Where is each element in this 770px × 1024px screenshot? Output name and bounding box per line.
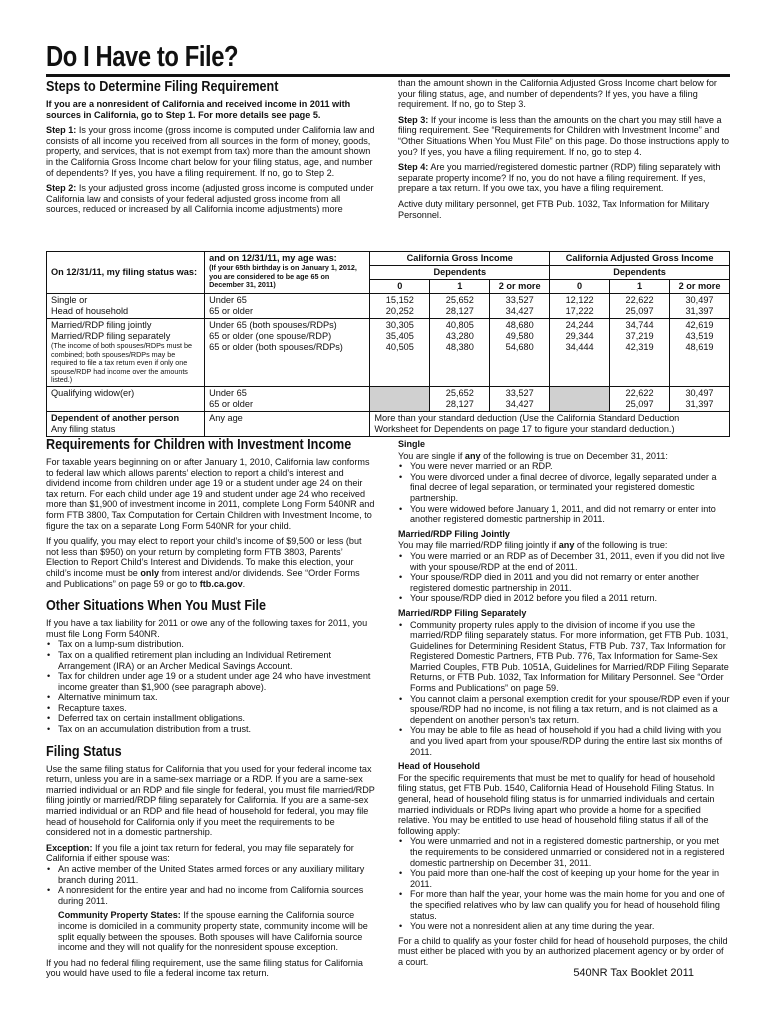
step-4-label: Step 4: xyxy=(398,162,429,173)
text: You may file married/RDP filing jointly if xyxy=(398,540,559,551)
value: 25,652 xyxy=(445,295,474,305)
value-cell xyxy=(670,294,730,319)
dep-col: 0 xyxy=(370,280,430,294)
header-dependents-gross: Dependents xyxy=(370,266,550,280)
dep-col: 1 xyxy=(610,280,670,294)
value-cell xyxy=(490,294,550,319)
list-item: • Tax on a lump-sum distribution. xyxy=(58,639,376,650)
other-p1: If you have a tax liability for 2011 or owe any of the following taxes for 2011, you must file Long Form 540NR. xyxy=(46,618,368,639)
status-cell: Qualifying widow(er) xyxy=(47,386,205,411)
step-3-text: If your income is less than the amounts on the chart you may still have a filing requirement. See “Requirements for Children with Investment Income” and “Other Situations When You Must File” on this page. Do those instructions apply to you? If yes, you have a filing requirement. If no, go to step 4. xyxy=(398,114,730,157)
single-intro xyxy=(398,451,730,462)
value-cell xyxy=(430,319,490,387)
age-text: Under 65 xyxy=(209,387,247,398)
single-heading: Single xyxy=(398,439,426,449)
value: 30,497 xyxy=(685,295,714,305)
value: 34,427 xyxy=(505,398,534,409)
children-p1: For taxable years beginning on or after January 1, 2010, California law conforms to federal law which allows parents’ election to report a child’s interest and dividend income from children under age 19 or a student under age 24 on their tax return. For each child under age 19 and student under age 24 who received more than $1,900 of investment income in 2011, complete Long Form 540NR and form FTB 3800, Tax Computation for Certain Children with Investment Income, to figure the tax on a separate Long Form 540NR for your child. xyxy=(46,457,375,531)
value: 33,527 xyxy=(505,295,534,305)
step-4 xyxy=(398,162,730,194)
age-text: Under 65 xyxy=(209,295,247,305)
mfs-heading: Married/RDP Filing Separately xyxy=(398,607,527,618)
status-cell xyxy=(47,411,205,436)
dep-col: 0 xyxy=(550,280,610,294)
list-item: • Recapture taxes. xyxy=(58,703,376,714)
list-item: • A nonresident for the entire year and had no income from California sources during 2011. xyxy=(58,885,376,906)
steps-section-right xyxy=(398,78,730,225)
table-row-married xyxy=(47,319,730,387)
status-text: Married/RDP filing jointly xyxy=(51,320,152,330)
list-item: • You were widowed before January 1, 2011, and did not remarry or enter into another registered domestic partnership in 2011. xyxy=(410,504,730,525)
steps-intro: If you are a nonresident of California and received income in 2011 with sources in California, go to Step 1. For more details see page 5. xyxy=(46,99,351,120)
cps-text: If the spouse earning the California source income is domiciled in a community property state, community income will be split equally between the spouses. Both spouses will have California source income and they will not qualify for the nonresident spouse exception. xyxy=(58,910,368,953)
value-cell xyxy=(370,294,430,319)
shaded-cell xyxy=(370,386,430,411)
header-age-note: (If your 65th birthday is on January 1, 2012, you are considered to be age 65 on December 31, 2011) xyxy=(209,263,357,290)
ftb-link[interactable]: ftb.ca.gov xyxy=(199,578,243,589)
exception-list xyxy=(46,864,376,906)
value-cell xyxy=(490,319,550,387)
value: 28,127 xyxy=(445,398,474,409)
list-item: • Tax for children under age 19 or a student under age 24 who have investment income greater than $1,900 (see paragraph above). xyxy=(58,671,376,692)
value: 30,497 xyxy=(685,387,714,398)
exception-text: If you file a joint tax return for federal, you may file separately for California if either spouse was: xyxy=(46,842,354,864)
text: of the following is true: xyxy=(574,540,668,551)
list-item: • You were married or an RDP as of December 31, 2011, even if you did not live with your spouse/RDP at the end of 2011. xyxy=(410,551,730,572)
exception-label: Exception: xyxy=(46,842,93,853)
list-item: • Tax on an accumulation distribution from a trust. xyxy=(58,724,376,735)
children-heading: Requirements for Children with Investment Income xyxy=(46,436,352,453)
value-cell xyxy=(370,319,430,387)
value: 17,222 xyxy=(565,306,594,316)
text-bold: only xyxy=(140,567,160,578)
step-1-label: Step 1: xyxy=(46,125,77,136)
header-agi: California Adjusted Gross Income xyxy=(550,252,730,266)
page-footer: 540NR Tax Booklet 2011 xyxy=(573,967,694,979)
value: 48,380 xyxy=(445,342,474,352)
step-2-label: Step 2: xyxy=(46,183,77,194)
shaded-cell xyxy=(550,386,610,411)
value: 12,122 xyxy=(565,295,594,305)
value: 31,397 xyxy=(685,398,714,409)
value-cell xyxy=(490,386,550,411)
header-gross-income: California Gross Income xyxy=(370,252,550,266)
list-item: • You cannot claim a personal exemption credit for your spouse/RDP even if your spouse/RDP had no income, is not filing a tax return, and is not claimed as a dependent on another person’s tax return. xyxy=(410,694,730,726)
value-cell xyxy=(610,319,670,387)
step-3 xyxy=(398,115,730,157)
value: 22,622 xyxy=(625,295,654,305)
dependent-text: More than your standard deduction (Use the California Standard Deduction Worksheet for Dependents on page 17 to figure your standard deduction.) xyxy=(370,411,730,436)
list-item: • Your spouse/RDP died in 2011 and you did not remarry or enter another registered domestic partnership in 2011. xyxy=(410,572,730,593)
step-2-text: Is your adjusted gross income (adjusted gross income is computed under California law and consists of your federal adjusted gross income from all sources, reduced or increased by all California income adjustments) more xyxy=(46,183,374,215)
status-text: Married/RDP filing separately xyxy=(51,331,171,341)
left-column xyxy=(46,436,376,984)
filing-p1: Use the same filing status for California that you used for your federal income tax return, unless you are in a same-sex marriage or a RDP. If you are a same-sex married individual or an RDP and file single for federal, you must file married/RDP filing jointly or married/RDP filing separately for California. If you are a same-sex married individual or an RDP and file head of household for federal, you may file head of household for California only if you meet the requirements to be considered not in a domestic partnership. xyxy=(46,763,375,838)
text: You are single if xyxy=(398,450,465,461)
list-item: • Alternative minimum tax. xyxy=(58,692,376,703)
mfs-list xyxy=(398,620,730,758)
step-4-text: Are you married/registered domestic partner (RDP) filing separately with separate property income? If no, you do not have a filing requirement. If yes, prepare a tax return. If you owe tax, you have a filing requirement. xyxy=(398,162,721,194)
value: 31,397 xyxy=(685,306,714,316)
right-column xyxy=(398,437,730,973)
filing-heading: Filing Status xyxy=(46,742,122,760)
age-cell xyxy=(205,294,370,319)
other-list xyxy=(46,639,376,734)
value: 35,405 xyxy=(385,331,414,341)
table-row-widow xyxy=(47,386,730,411)
list-item: • You were not a nonresident alien at any time during the year. xyxy=(410,921,730,932)
value: 37,219 xyxy=(625,331,654,341)
value-cell xyxy=(670,319,730,387)
exception xyxy=(46,843,376,864)
value: 49,580 xyxy=(505,331,534,341)
header-age-text: and on 12/31/11, my age was: xyxy=(209,253,337,263)
text: from interest and/or dividends. See “Order Forms and Publications” on page 59 or go to xyxy=(46,567,360,589)
list-item: • You were never married or an RDP. xyxy=(410,461,730,472)
status-cell xyxy=(47,319,205,387)
status-cell xyxy=(47,294,205,319)
value: 34,427 xyxy=(505,306,534,316)
age-text: 65 or older xyxy=(209,398,254,409)
value: 25,097 xyxy=(625,398,654,409)
value: 28,127 xyxy=(445,306,474,316)
hoh-heading: Head of Household xyxy=(398,761,481,772)
age-cell xyxy=(205,386,370,411)
step-3-label: Step 3: xyxy=(398,114,429,125)
value-cell xyxy=(670,386,730,411)
header-dependents-agi: Dependents xyxy=(550,266,730,280)
children-p2 xyxy=(46,536,376,589)
age-text: 65 or older (both spouses/RDPs) xyxy=(209,342,343,352)
list-item: • You paid more than one-half the cost of keeping up your home for the year in 2011. xyxy=(410,868,730,889)
list-item: • You were unmarried and not in a registered domestic partnership, or you met the requirements to be considered unmarried or considered not in a registered domestic partnership on December 31, 2011. xyxy=(410,836,730,868)
header-filing-status: On 12/31/11, my filing status was: xyxy=(47,252,205,294)
value-cell xyxy=(430,294,490,319)
text: If you qualify, you may elect to report your child’s income of $9,500 or less (but not less than $950) on your return by completing form FTB 3803, Parents’ Election to Report Child’s Interest and Dividends. To make this election, your child’s income must be xyxy=(46,536,362,578)
dep-col: 2 or more xyxy=(670,280,730,294)
value: 25,652 xyxy=(445,387,474,398)
table-row-dependent xyxy=(47,411,730,436)
value: 54,680 xyxy=(505,342,534,352)
military-note: Active duty military personnel, get FTB Pub. 1032, Tax Information for Military Personnel. xyxy=(398,198,710,220)
value: 34,744 xyxy=(625,320,654,330)
step-1 xyxy=(46,125,376,178)
value: 25,097 xyxy=(625,306,654,316)
filing-requirement-table xyxy=(46,251,730,437)
age-text: Under 65 (both spouses/RDPs) xyxy=(209,320,337,330)
value-cell xyxy=(610,294,670,319)
value-cell xyxy=(550,319,610,387)
mfj-heading: Married/RDP Filing Jointly xyxy=(398,528,510,539)
step-2 xyxy=(46,183,376,215)
value: 29,344 xyxy=(565,331,594,341)
status-text: Single or xyxy=(51,295,88,305)
value: 48,619 xyxy=(685,342,714,352)
age-cell: Any age xyxy=(205,411,370,436)
step-1-text: Is your gross income (gross income is computed under California law and consists of all income you received from all sources in the form of money, goods, property, and services, that is not exempt from tax) more than the amount shown in the California Gross Income chart below for your filing status, age, and number of dependents? If yes, you have a filing requirement. If no, go to Step 2. xyxy=(46,125,375,178)
community-property xyxy=(46,910,376,952)
text-bold: any xyxy=(464,450,481,461)
value-cell xyxy=(610,386,670,411)
value-cell xyxy=(430,386,490,411)
list-item: • For more than half the year, your home was the main home for you and one of the specified relatives who by law can qualify you for head of household filing status. xyxy=(410,889,730,921)
list-item: • An active member of the United States armed forces or any auxiliary military branch during 2011. xyxy=(58,864,376,885)
value-cell xyxy=(550,294,610,319)
value: 40,505 xyxy=(385,342,414,352)
page xyxy=(46,0,730,1024)
value: 43,280 xyxy=(445,331,474,341)
value: 22,622 xyxy=(625,387,654,398)
text-bold: any xyxy=(558,540,575,551)
list-item: • You were divorced under a final decree of divorce, legally separated under a final decree of legal separation, or terminated your registered domestic partnership. xyxy=(410,472,730,504)
header-age xyxy=(205,252,370,294)
list-item: • Your spouse/RDP died in 2012 before you filed a 2011 return. xyxy=(410,593,730,604)
page-title: Do I Have to File? xyxy=(46,41,239,73)
value: 40,805 xyxy=(445,320,474,330)
value: 43,519 xyxy=(685,331,714,341)
text: . xyxy=(242,578,246,589)
value: 15,152 xyxy=(385,295,414,305)
dep-col: 2 or more xyxy=(490,280,550,294)
steps-section xyxy=(46,78,376,220)
text: of the following is true on December 31, 2011: xyxy=(480,450,668,461)
title-rule xyxy=(46,74,730,77)
foster-paragraph: For a child to qualify as your foster child for head of household purposes, the child must either be placed with you by an authorized placement agency or by order of a court. xyxy=(398,935,728,967)
age-text: 65 or older (one spouse/RDP) xyxy=(209,331,332,341)
value: 42,619 xyxy=(685,320,714,330)
status-text: Head of household xyxy=(51,306,129,316)
hoh-list xyxy=(398,836,730,931)
single-list xyxy=(398,461,730,525)
age-cell xyxy=(205,319,370,387)
list-item: • Tax on a qualified retirement plan including an Individual Retirement Arrangement (IRA) or an Archer Medical Savings Account. xyxy=(58,650,376,671)
value: 42,319 xyxy=(625,342,654,352)
list-item: • Deferred tax on certain installment obligations. xyxy=(58,713,376,724)
table-row-single xyxy=(47,294,730,319)
steps-heading: Steps to Determine Filing Requirement xyxy=(46,78,279,95)
status-text: Dependent of another person xyxy=(51,412,180,423)
value: 48,680 xyxy=(505,320,534,330)
mfj-list xyxy=(398,551,730,604)
value: 30,305 xyxy=(385,320,414,330)
step-2-continued: than the amount shown in the California Adjusted Gross Income chart below for your filing status, age, and number of dependents? If yes, you have a filing requirement. If no, go to Step 3. xyxy=(398,78,717,110)
dep-col: 1 xyxy=(430,280,490,294)
value: 33,527 xyxy=(505,387,534,398)
cps-label: Community Property States: xyxy=(58,910,181,921)
mfj-intro xyxy=(398,540,730,551)
other-heading: Other Situations When You Must File xyxy=(46,597,267,615)
age-text: 65 or older xyxy=(209,306,254,316)
list-item: • Community property rules apply to the division of income if you use the married/RDP filing separately status. For more information, get FTB Pub. 1031, Guidelines for Determining Resident Status, FTB Pub. 737, Tax Information for Registered Domestic Partners, FTB Pub. 776, Tax Information for Same-Sex Married Couples, FTB Pub. 1051A, Guidelines for Married/RDP Filing Separate Returns, or FTB Pub. 1032, Tax Information for Military Personnel. See “Order Forms and Publications” on page 59. xyxy=(410,620,730,694)
hoh-paragraph: For the specific requirements that must be met to qualify for head of household filing status, get FTB Pub. 1540, California Head of Household Filing Status. In general, head of household filing status is for unmarried individuals and certain married individuals or RDPs living apart who provide a home for a specified relative. You may be entitled to use head of household filing status if all of the following apply: xyxy=(398,772,715,836)
value: 20,252 xyxy=(385,306,414,316)
status-note: (The income of both spouses/RDPs must be combined; both spouses/RDPs may be required to file a tax return even if only one spouse/RDP had income over the amounts listed.) xyxy=(51,341,193,385)
value: 24,244 xyxy=(565,320,594,330)
list-item: • You may be able to file as head of household if you had a child living with you and you lived apart from your spouse/RDP during the entire last six months of 2011. xyxy=(410,725,730,757)
status-text: Any filing status xyxy=(51,423,116,434)
filing-last: If you had no federal filing requirement, use the same filing status for California you would have used to file a federal income tax return. xyxy=(46,957,363,979)
value: 34,444 xyxy=(565,342,594,352)
